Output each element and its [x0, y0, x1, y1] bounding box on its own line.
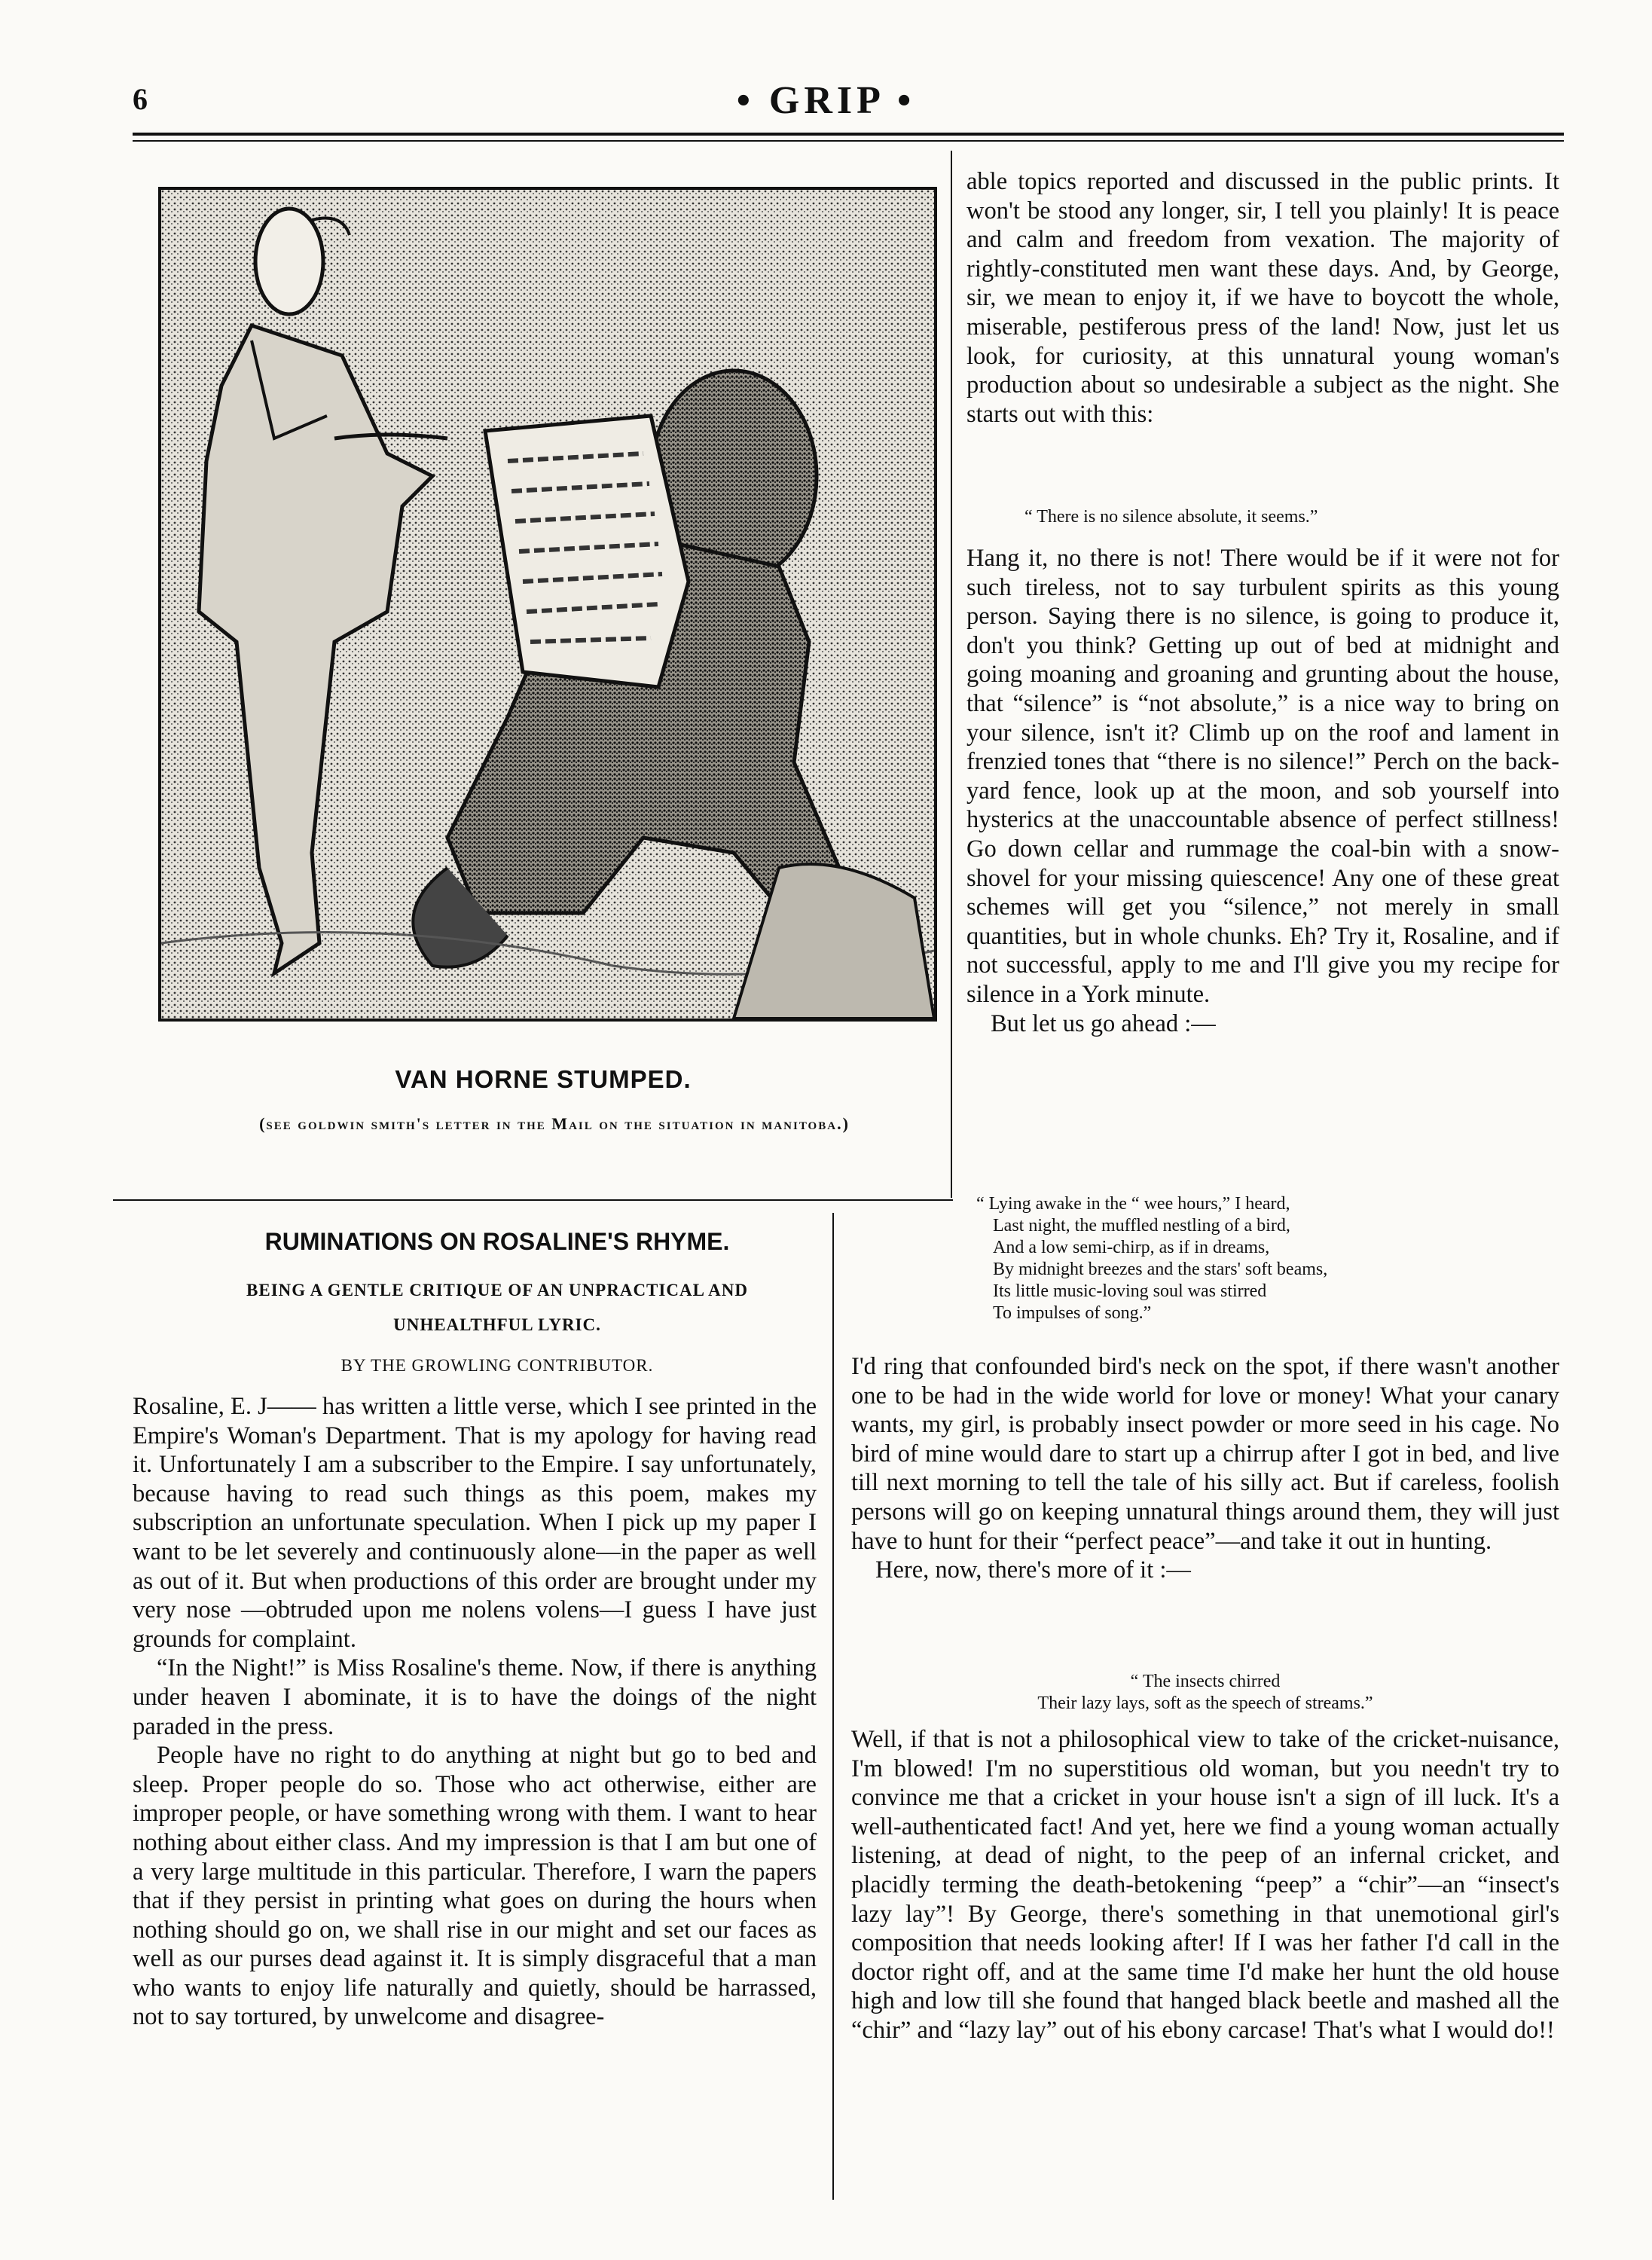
quote-line: “ There is no silence absolute, it seems.”: [1024, 507, 1318, 527]
column-divider-top: [951, 151, 952, 1198]
paragraph: People have no right to do anything at night but go to bed and sleep. Proper people do so. Those who act otherwise, either are improper people, or have something wrong with them. I want to hear nothing about either class. And my impression is that I am but one of a very large multitude in this particular. Therefore, I warn the papers that if they persist in printing what goes on during the hours when nothing should go on, we shall rise in our might and set our faces as well as our purses dead against it. It is simply disgraceful that a man who wants to enjoy life naturally and quietly, should be harrassed, not to say tortured, by unwelcome and disagree-: [133, 1742, 817, 2031]
right-column-text-final: [851, 1725, 1559, 2045]
article-byline: BY THE GROWLING CONTRIBUTOR.: [340, 1356, 654, 1375]
article-subtitle-line2: UNHEALTHFUL LYRIC.: [393, 1315, 601, 1334]
article-subtitle: [136, 1273, 859, 1342]
paragraph: Rosaline, E. J—— has written a little verse, which I see printed in the Empire's Woman's Department. That is my apology for having read it. Unfortunately I am a subscriber to the Empire. I say unfortunately, because having to read such things as this poem, makes my subscription an unfortunate speculation. When I pick up my paper I want to be let severely and continuously alone—in the paper as well as out of it. But when productions of this order are brought under my very nose —obtruded upon me nolens volens—I guess I have just grounds for complaint.: [133, 1393, 817, 1653]
paragraph: Here, now, there's more of it :—: [875, 1556, 1191, 1584]
paragraph: But let us go ahead :—: [991, 1009, 1216, 1037]
paragraph: Well, if that is not a philosophical view to take of the cricket-nuisance, I'm blowed! I'm no superstitious old woman, but you needn't try to convince me that a cricket in your house isn't a sign of ill luck. It's a well-authenticated fact! And yet, here we find a young woman actually listening, at dead of night, to the peep of an infernal cricket, and placidly terming the death-betokening “peep” a “chir”—an “insect's lazy lay”! By George, there's something in that unemotional girl's composition that needs looking after! If I was her father I'd call in the doctor right off, and at the same time I'd make her hunt the old house high and low till she found that hanged black beetle and mashed all the “chir” and “lazy lay” out of his ebony carcase! That's what I would do!!: [851, 1726, 1559, 2044]
verse-line: By midnight breezes and the stars' soft beams,: [993, 1260, 1328, 1279]
verse-line: Its little music-loving soul was stirred: [993, 1281, 1267, 1301]
quote-insects: [851, 1671, 1559, 1715]
verse-line: To impulses of song.”: [993, 1303, 1152, 1323]
cartoon-drawing: [161, 190, 934, 1019]
quote-silence: [1024, 506, 1552, 528]
verse-line: “ Lying awake in the “ wee hours,” I heard,: [976, 1194, 1290, 1214]
cartoon-illustration: [158, 187, 937, 1022]
paragraph: I'd ring that confounded bird's neck on the spot, if there wasn't another one to be had in the wide world for love or money! What your canary wants, my girl, is probably insect powder or more seed in his cage. No bird of mine would dare to start up a chirrup after I got in bed, and live till next morning to tell the tale of his silly act. But if careless, foolish persons will go on keeping unnatural things around them, they will just have to hunt for their “perfect peace”—and take it out in hunting.: [851, 1353, 1559, 1555]
header-rule-top: [133, 133, 1564, 136]
article-title: RUMINATIONS ON ROSALINE'S RHYME.: [264, 1228, 730, 1255]
paragraph: “In the Night!” is Miss Rosaline's theme. Now, if there is anything under heaven I abominate, it is to have the doings of the night paraded in the press.: [133, 1654, 817, 1740]
cartoon-caption-note: (see goldwin smith's letter in the Mail on the situation in manitoba.): [259, 1114, 850, 1133]
header-rule-bottom: [133, 140, 1564, 142]
paragraph: able topics reported and discussed in the public prints. It won't be stood any longer, sir, I tell you plainly! It is peace and calm and freedom from vexation. The majority of rightly-constituted men want these days. And, by George, sir, we mean to enjoy it, if we have to boycott the whole, miserable, pestiferous press of the land! Now, just let us look, for curiosity, at this unnatural young woman's production about so undesirable a subject as the night. She starts out with this:: [966, 168, 1559, 428]
verse-line: Last night, the muffled nestling of a bird,: [993, 1216, 1290, 1235]
masthead-title: • GRIP •: [736, 79, 916, 122]
right-column-text-bottom: [851, 1352, 1559, 1585]
right-column-text-mid: [966, 544, 1559, 1038]
section-rule: [113, 1199, 953, 1201]
right-column-text-top: [966, 167, 1559, 429]
cartoon-caption-title: VAN HORNE STUMPED.: [395, 1065, 692, 1093]
verse-line: And a low semi-chirp, as if in dreams,: [993, 1238, 1270, 1257]
verse-quote: [976, 1193, 1564, 1324]
quote-line: “ The insects chirred: [1130, 1672, 1281, 1691]
page-number: 6: [133, 82, 148, 116]
left-column-text: [133, 1392, 817, 2032]
paragraph: Hang it, no there is not! There would be if it were not for such tireless, not to say turbulent spirits as this young person. Saying there is no silence, is going to produce it, don't you think? Getting up out of bed at midnight and going moaning and groaning and grunting about the house, that “silence” is “not absolute,” is a nice way to bring on your silence, isn't it? Climb up on the roof and lament in frenzied tones that “there is no silence!” Perch on the back-yard fence, look up at the moon, and sob yourself into hysterics at the unaccountable absence of perfect stillness! Go down cellar and rummage the coal-bin with a snow-shovel for your missing quiescence! Any one of these great schemes will get you “silence,” not merely in small quantities, but in whole chunks. Eh? Try it, Rosaline, and if not successful, apply to me and I'll give you my recipe for silence in a York minute.: [966, 545, 1559, 1008]
quote-line: Their lazy lays, soft as the speech of streams.”: [1037, 1693, 1373, 1713]
article-subtitle-line1: BEING A GENTLE CRITIQUE OF AN UNPRACTICAL AND: [246, 1281, 748, 1300]
